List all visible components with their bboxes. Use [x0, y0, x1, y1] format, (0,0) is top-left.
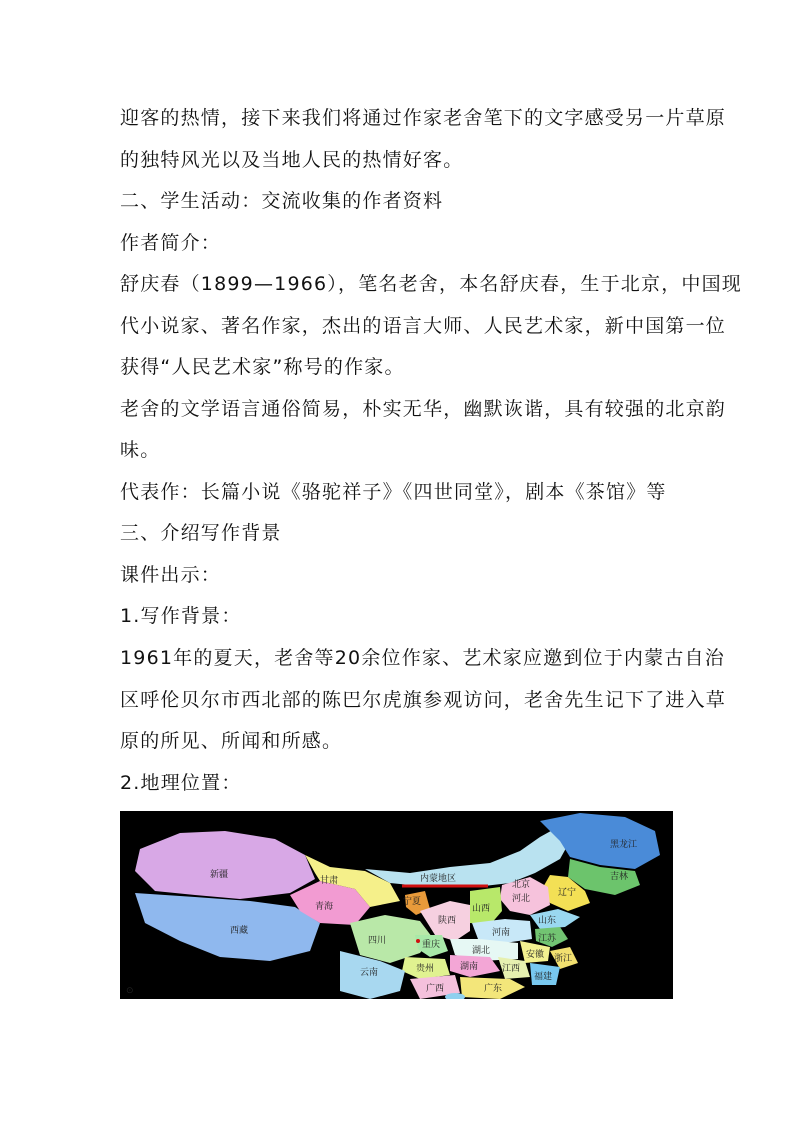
subheading: 2.地理位置： [120, 772, 242, 794]
paragraph-line: 老舍的文学语言通俗简易，朴实无华，幽默诙谐，具有较强的北京韵 [120, 398, 727, 420]
province-xinjiang [135, 831, 315, 899]
label-henan: 河南 [492, 928, 511, 938]
label-ningxia: 宁夏 [403, 897, 422, 907]
paragraph-line: 的独特风光以及当地人民的热情好客。 [120, 149, 464, 171]
china-map [120, 811, 673, 999]
china-map-image [120, 811, 673, 999]
label-beijing: 北京 [512, 880, 531, 890]
label-shandong: 山东 [538, 916, 557, 926]
paragraph-line: 味。 [120, 439, 161, 461]
label-liaoning: 辽宁 [558, 888, 577, 898]
section-heading: 三、介绍写作背景 [120, 522, 282, 544]
label-guangdong: 广东 [484, 984, 503, 994]
chongqing-marker-icon [416, 939, 420, 943]
province-neimenggu [365, 827, 570, 887]
paragraph-line: 1961年的夏天，老舍等20余位作家、艺术家应邀到位于内蒙古自治 [120, 647, 725, 669]
label-zhejiang: 浙江 [554, 954, 573, 964]
subheading: 1.写作背景： [120, 605, 242, 627]
label-xizang: 西藏 [230, 926, 249, 936]
label-neimenggu: 内蒙地区 [420, 874, 457, 884]
label-guangxi: 广西 [426, 984, 445, 994]
label-anhui: 安徽 [526, 950, 545, 960]
paragraph-line: 区呼伦贝尔市西北部的陈巴尔虎旗参观访问，老舍先生记下了进入草 [120, 689, 727, 711]
section-heading: 二、学生活动：交流收集的作者资料 [120, 190, 444, 212]
label-jilin: 吉林 [610, 872, 629, 882]
paragraph-line: 迎客的热情，接下来我们将通过作家老舍笔下的文字感受另一片草原 [120, 107, 727, 129]
corner-mark-icon: ⊙ [126, 986, 134, 996]
paragraph-line: 代表作：长篇小说《骆驼祥子》《四世同堂》，剧本《茶馆》等 [120, 481, 667, 503]
paragraph-line: 原的所见、所闻和所感。 [120, 730, 343, 752]
province-xizang [135, 893, 320, 961]
label-xinjiang: 新疆 [210, 870, 229, 880]
label-hunan: 湖南 [460, 962, 479, 972]
label-hubei: 湖北 [472, 946, 491, 956]
label-shaanxi: 陕西 [438, 916, 457, 926]
paragraph-line: 代小说家、著名作家，杰出的语言大师、人民艺术家，新中国第一位 [120, 315, 727, 337]
label-fujian: 福建 [534, 972, 553, 982]
label-heilongjiang: 黑龙江 [610, 840, 638, 850]
label-shanxi: 山西 [472, 904, 491, 914]
subheading: 课件出示： [120, 564, 222, 586]
label-hebei: 河北 [512, 894, 531, 904]
subheading: 作者简介： [120, 232, 222, 254]
label-qinghai: 青海 [315, 902, 334, 912]
label-sichuan: 四川 [368, 936, 387, 946]
paragraph-line: 舒庆春（1899—1966），笔名老舍，本名舒庆春，生于北京，中国现 [120, 273, 743, 295]
label-guizhou: 贵州 [416, 964, 435, 974]
paragraph-line: 获得“人民艺术家”称号的作家。 [120, 356, 405, 378]
label-jiangxi: 江西 [502, 964, 521, 974]
label-chongqing: 重庆 [422, 940, 441, 950]
label-yunnan: 云南 [360, 968, 379, 978]
label-gansu: 甘肃 [320, 876, 339, 886]
label-jiangsu: 江苏 [538, 934, 557, 944]
